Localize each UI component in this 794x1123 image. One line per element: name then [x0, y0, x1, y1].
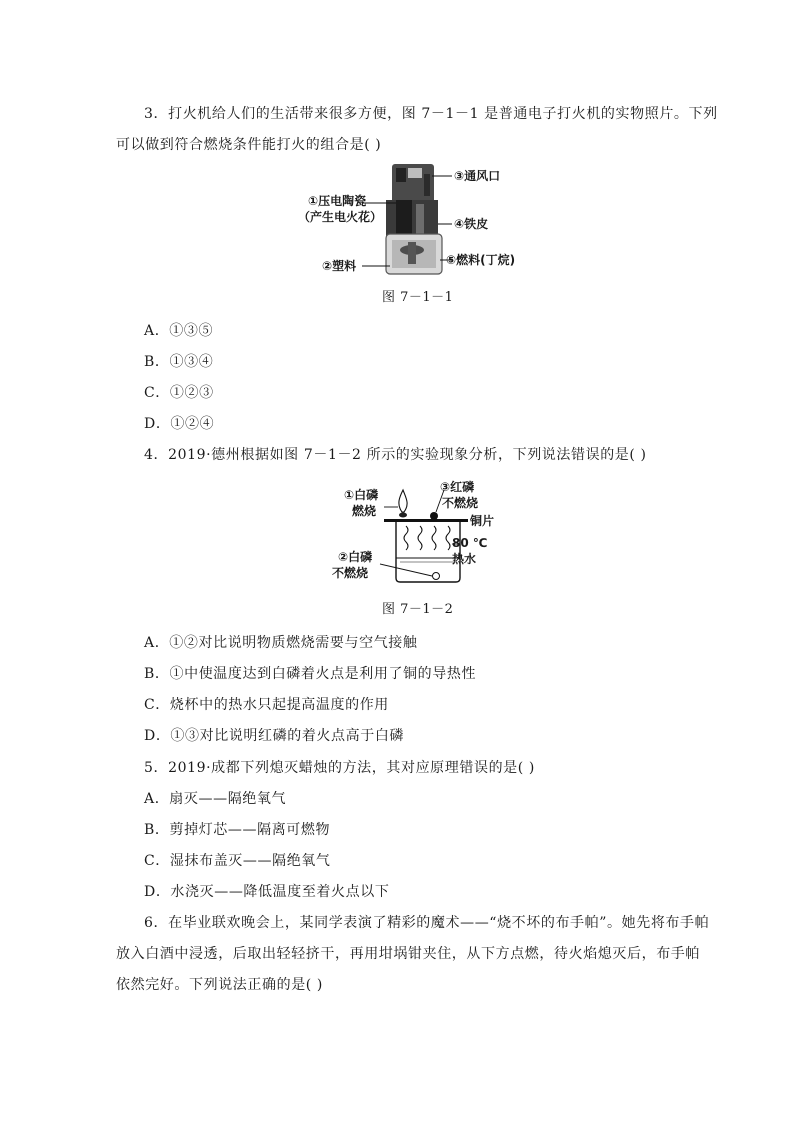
- q4-option-a[interactable]: A．①②对比说明物质燃烧需要与空气接触: [144, 635, 418, 651]
- label-red-p: ③红磷: [440, 480, 475, 494]
- q6-stem-line2: 放入白酒中浸透，后取出轻轻挤干，再用坩埚钳夹住，从下方点燃，待火焰熄灭后，布手帕: [116, 946, 700, 962]
- q3-stem-line2: 可以做到符合燃烧条件能打火的组合是( ): [116, 137, 382, 153]
- q6-stem-line3: 依然完好。下列说法正确的是( ): [116, 977, 323, 993]
- label-red-p-2: 不燃烧: [442, 496, 479, 510]
- label-vent: ③通风口: [454, 169, 501, 183]
- label-white-p-burning: ①白磷: [344, 488, 379, 502]
- q5-stem: 5．2019·成都下列熄灭蜡烛的方法，其对应原理错误的是( ): [144, 760, 535, 776]
- label-white-p-underwater-2: 不燃烧: [332, 566, 369, 580]
- label-piezo: ①压电陶瓷: [308, 194, 367, 208]
- figure-caption-1: 图 7－1－1: [382, 290, 454, 305]
- copper-sheet: [384, 519, 468, 522]
- q5-option-c[interactable]: C．湿抹布盖灭——隔绝氧气: [144, 853, 331, 869]
- label-temperature: 80 ℃: [452, 536, 488, 550]
- q4-option-d[interactable]: D．①③对比说明红磷的着火点高于白磷: [144, 728, 405, 744]
- q4-option-b[interactable]: B．①中使温度达到白磷着火点是利用了铜的导热性: [144, 666, 477, 682]
- q5-option-b[interactable]: B．剪掉灯芯——隔离可燃物: [144, 822, 331, 838]
- phosphorus-figure: [330, 476, 510, 588]
- label-spark: （产生电火花）: [298, 210, 383, 224]
- label-plastic: ②塑料: [322, 259, 357, 273]
- label-white-p-underwater: ②白磷: [338, 550, 373, 564]
- label-fuel: ⑤燃料(丁烷): [446, 253, 516, 267]
- label-copper: 铜片: [470, 514, 495, 528]
- q4-stem: 4．2019·德州根据如图 7－1－2 所示的实验现象分析，下列说法错误的是( ): [144, 447, 647, 463]
- flame-icon: [399, 490, 407, 512]
- q5-option-a[interactable]: A．扇灭——隔绝氧气: [144, 791, 287, 807]
- q5-option-d[interactable]: D．水浇灭——降低温度至着火点以下: [144, 884, 390, 900]
- red-phosphorus-dot: [430, 512, 438, 520]
- figure-caption-2: 图 7－1－2: [382, 602, 454, 617]
- q6-stem-line1: 6．在毕业联欢晚会上，某同学表演了精彩的魔术——“烧不坏的布手帕”。她先将布手帕: [144, 915, 710, 931]
- q3-option-b[interactable]: B．①③④: [144, 354, 214, 370]
- q3-option-c[interactable]: C．①②③: [144, 385, 214, 401]
- lighter-figure: [300, 160, 540, 276]
- label-hot-water: 热水: [452, 552, 477, 566]
- label-white-p-burning-2: 燃烧: [352, 504, 377, 518]
- q3-option-d[interactable]: D．①②④: [144, 416, 215, 432]
- q3-stem-line1: 3．打火机给人们的生活带来很多方便，图 7－1－1 是普通电子打火机的实物照片。下列: [144, 106, 718, 122]
- label-iron: ④铁皮: [454, 217, 489, 231]
- q4-option-c[interactable]: C．烧杯中的热水只起提高温度的作用: [144, 697, 389, 713]
- q3-option-a[interactable]: A．①③⑤: [144, 323, 214, 339]
